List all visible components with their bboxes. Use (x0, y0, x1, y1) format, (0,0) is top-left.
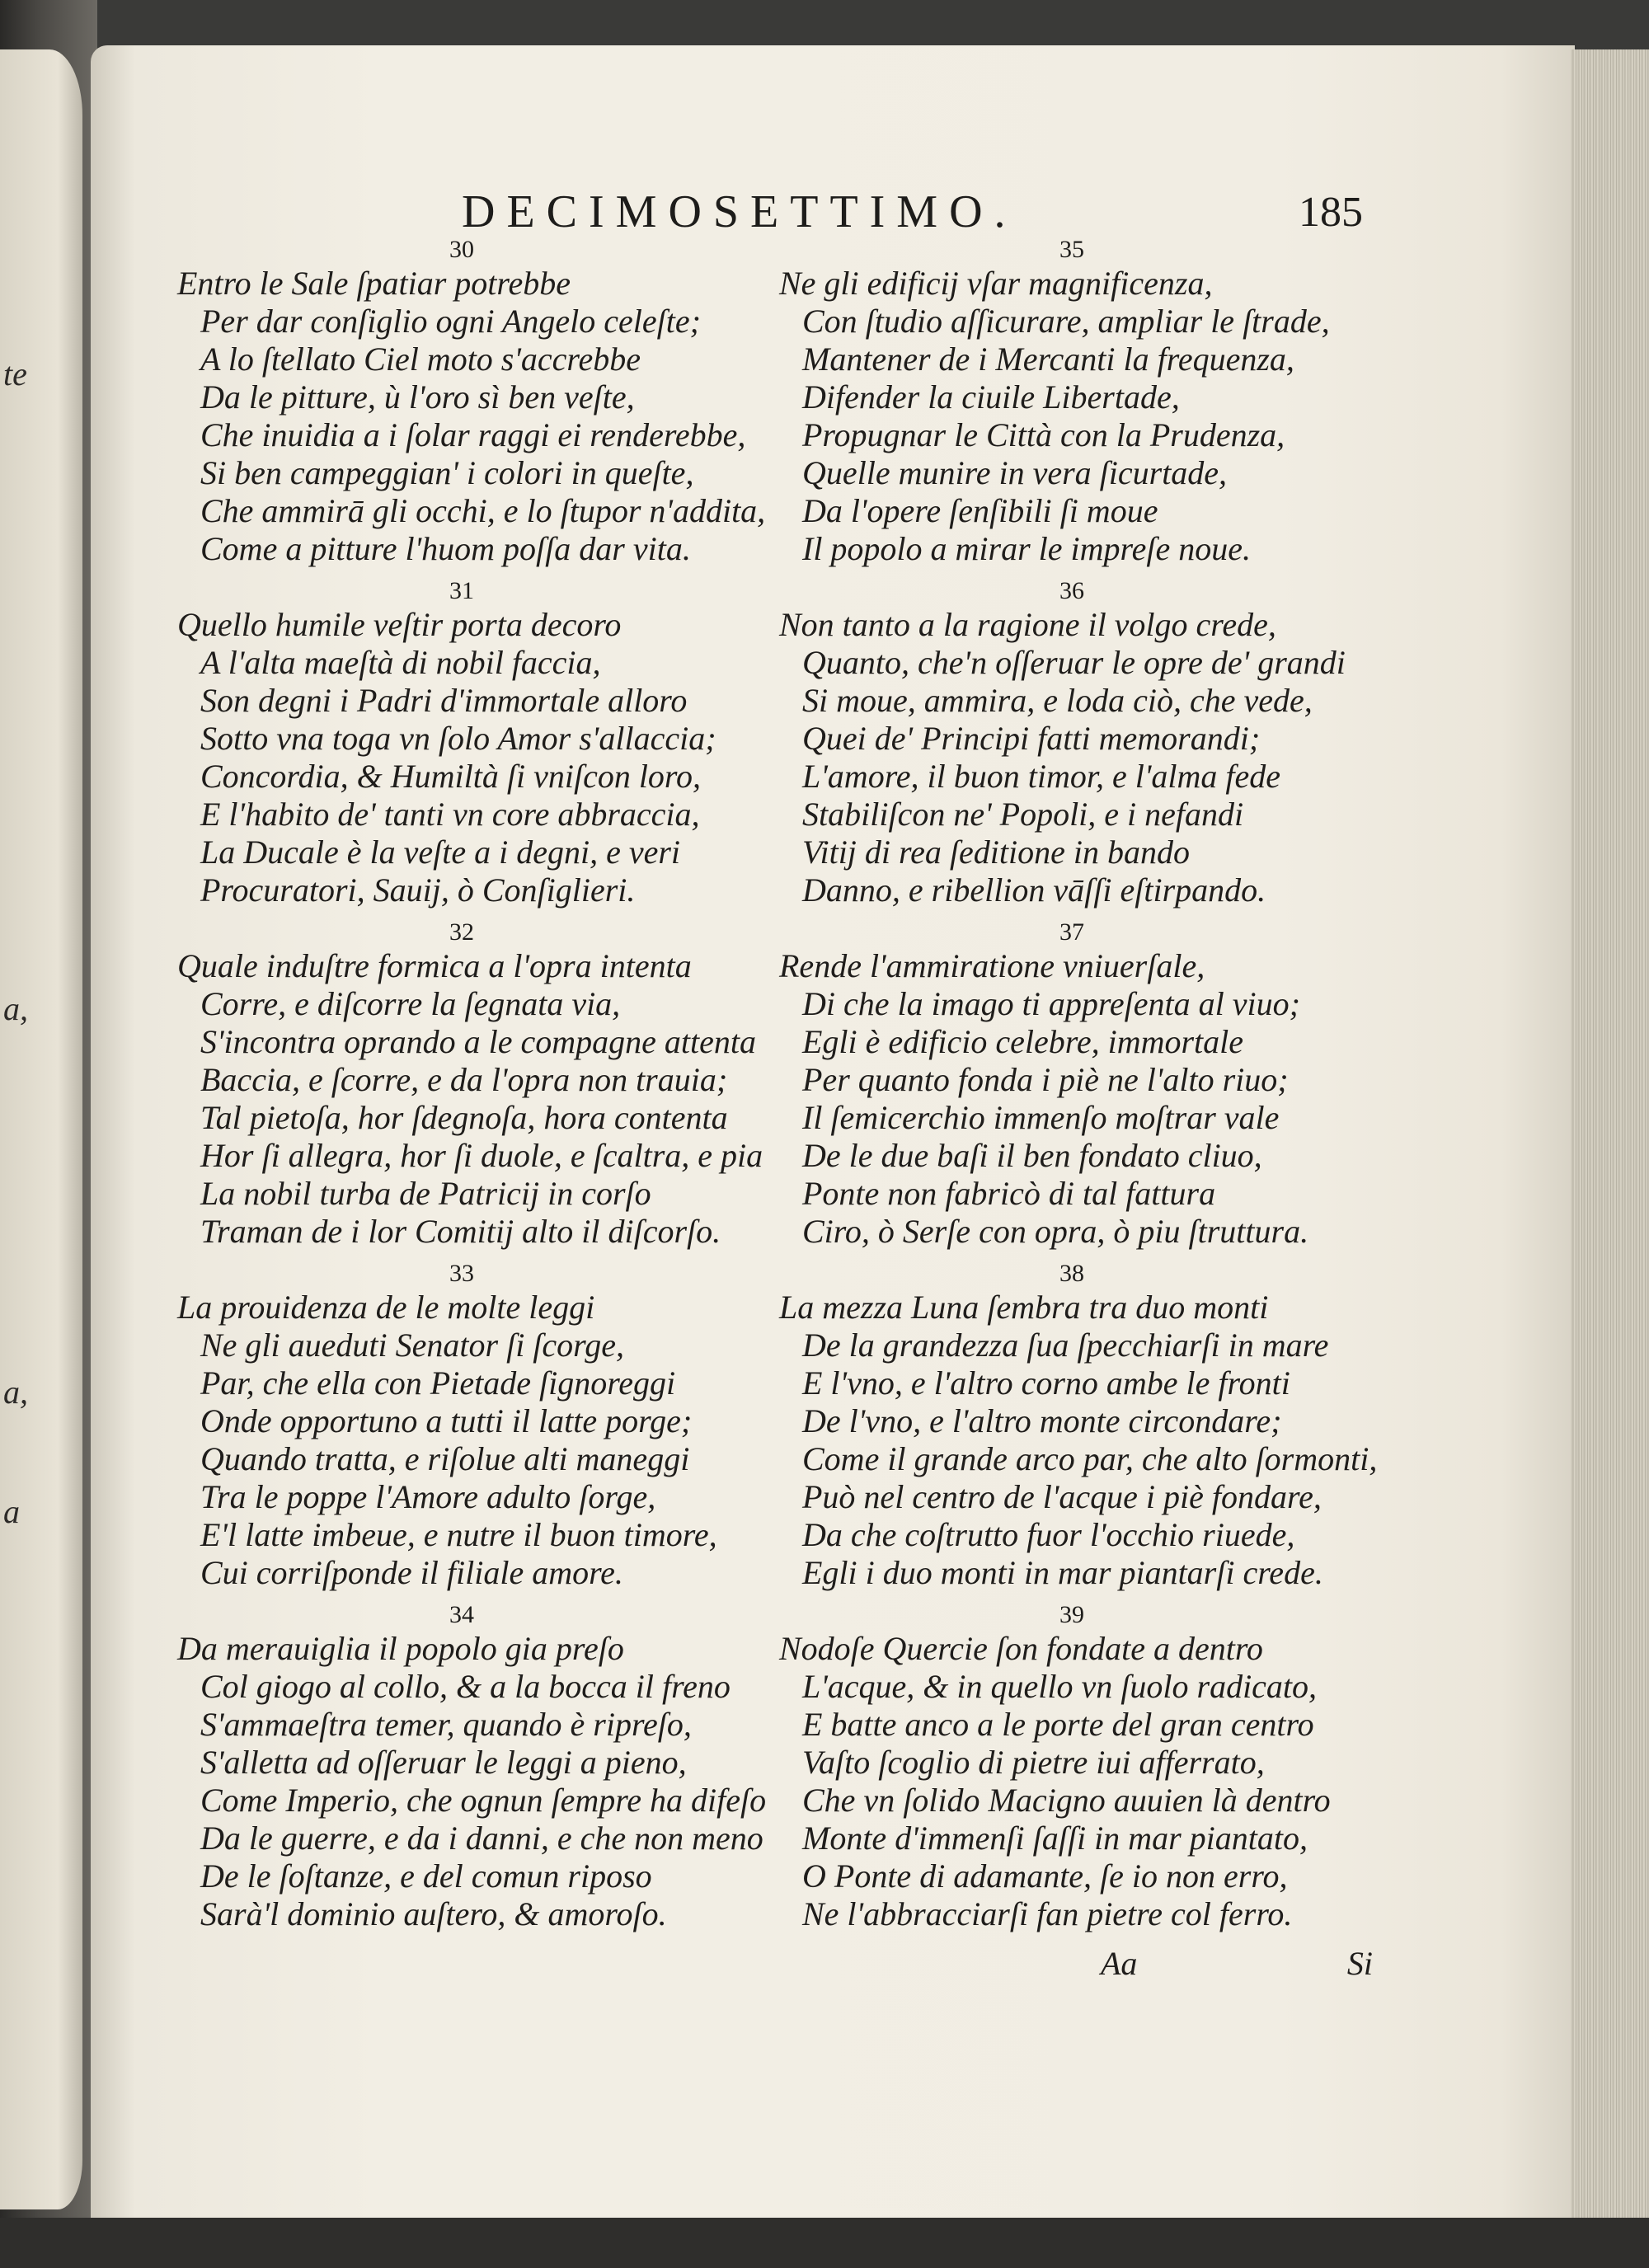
verse-line: O Ponte di adamante, ſe io non erro, (802, 1857, 1288, 1895)
verse-line: S'incontra oprando a le compagne attenta (200, 1023, 757, 1060)
stanza-number: 32 (449, 918, 474, 946)
verse-line: Per quanto fonda i piè ne l'alto riuo; (802, 1061, 1289, 1098)
verse-line: E l'vno, e l'altro corno ambe le fronti (802, 1364, 1290, 1402)
verse-line: Ne gli aueduti Senator ſi ſcorge, (200, 1327, 625, 1364)
verse-line: Egli i duo monti in mar piantarſi crede. (802, 1554, 1323, 1591)
verse-line: E batte anco a le porte del gran centro (802, 1706, 1314, 1743)
stanza (177, 918, 829, 1251)
verse-line: S'alletta ad oſſeruar le leggi a pieno, (200, 1744, 687, 1781)
verse-line: Ciro, ò Serſe con opra, ò piu ſtruttura. (802, 1213, 1309, 1250)
verse-line: Monte d'immenſi ſaſſi in mar piantato, (802, 1820, 1308, 1857)
previous-page-fragment: a, (3, 1373, 28, 1411)
verse-line: De la grandezza ſua ſpecchiarſi in mare (802, 1327, 1329, 1364)
verse-line: Traman de i lor Comitij alto il diſcorſo. (200, 1213, 721, 1250)
verse-line: Con ſtudio aſſicurare, ampliar le ſtrade, (802, 303, 1330, 340)
verse-line: Sotto vna toga vn ſolo Amor s'allaccia; (200, 720, 716, 757)
verse-line: Propugnar le Città con la Prudenza, (802, 416, 1285, 453)
verse-line: Nodoſe Quercie ſon fondate a dentro (779, 1630, 1263, 1667)
stanza (779, 918, 1431, 1251)
stanza-number: 38 (1059, 1260, 1084, 1287)
verse-line: A l'alta maeſtà di nobil faccia, (200, 644, 601, 681)
verse-line: Procuratori, Sauij, ò Conſiglieri. (200, 871, 636, 909)
verse-line: Ponte non fabricò di tal fattura (802, 1175, 1216, 1212)
verse-line: Col giogo al collo, & a la bocca il freno (200, 1668, 731, 1705)
verse-line: Vaſto ſcoglio di pietre iui afferrato, (802, 1744, 1265, 1781)
previous-page-fragment: a, (3, 990, 28, 1027)
verse-line: Si ben campeggian' i colori in queſte, (200, 454, 694, 491)
stanza (177, 1259, 829, 1592)
verse-line: Che inuidia a i ſolar raggi ei renderebbe, (200, 416, 746, 453)
verse-line: Quello humile veſtir porta decoro (177, 606, 622, 643)
verse-line: Quando tratta, e riſolue alti maneggi (200, 1440, 690, 1477)
stanza (177, 235, 829, 568)
catchword-line (1101, 1944, 1373, 1983)
verse-line: Da l'opere ſenſibili ſi moue (802, 492, 1158, 529)
verse-line: Baccia, e ſcorre, e da l'opra non trauia; (200, 1061, 728, 1098)
verse-line: Mantener de i Mercanti la frequenza, (802, 340, 1294, 378)
verse-line: Ne l'abbracciarſi fan pietre col ferro. (802, 1895, 1293, 1932)
verse-line: Da le pitture, ù l'oro sì ben veſte, (200, 378, 635, 416)
verse-line: De le ſoſtanze, e del comun riposo (200, 1857, 652, 1895)
verse-line: Corre, e diſcorre la ſegnata via, (200, 985, 621, 1022)
stanza-number: 39 (1059, 1601, 1084, 1628)
verse-line: Onde opportuno a tutti il latte porge; (200, 1402, 693, 1439)
verse-line: Quale induſtre formica a l'opra intenta (177, 947, 692, 984)
stanza (779, 576, 1431, 909)
verse-line: Quanto, che'n oſſeruar le opre de' grandi (802, 644, 1346, 681)
verse-line: Da merauiglia il popolo gia preſo (177, 1630, 624, 1667)
stanza-number: 34 (449, 1601, 474, 1628)
verse-line: Tra le poppe l'Amore adulto ſorge, (200, 1478, 656, 1515)
verse-line: Sarà'l dominio auſtero, & amoroſo. (200, 1895, 667, 1932)
verse-line: La nobil turba de Patricij in corſo (200, 1175, 651, 1212)
verse-line: Da che coſtrutto fuor l'occhio riuede, (802, 1516, 1295, 1553)
stanza (779, 1600, 1431, 1933)
verse-line: Hor ſi allegra, hor ſi duole, e ſcaltra, e pia (200, 1137, 763, 1174)
stanza (177, 576, 829, 909)
verse-line: Rende l'ammiratione vniuerſale, (779, 947, 1205, 984)
verse-line: Egli è edificio celebre, immortale (802, 1023, 1244, 1060)
page-block-edges (1571, 49, 1649, 2218)
stanza (779, 1259, 1431, 1592)
verse-line: A lo ſtellato Ciel moto s'accrebbe (200, 340, 641, 378)
verse-line: La prouidenza de le molte leggi (177, 1289, 595, 1326)
verse-line: Quelle munire in vera ſicurtade, (802, 454, 1228, 491)
verse-line: Come a pitture l'huom poſſa dar vita. (200, 530, 691, 567)
previous-page-edge (0, 49, 82, 2209)
verse-line: Come il grande arco par, che alto ſormonti, (802, 1440, 1378, 1477)
verse-line: Ne gli edificij vſar magnificenza, (779, 265, 1213, 302)
verse-line: Concordia, & Humiltà ſi vniſcon loro, (200, 758, 702, 795)
verse-line: Non tanto a la ragione il volgo crede, (779, 606, 1276, 643)
verse-line: Di che la imago ti appreſenta al viuo; (802, 985, 1300, 1022)
verse-line: S'ammaeſtra temer, quando è ripreſo, (200, 1706, 692, 1743)
verse-line: Tal pietoſa, hor ſdegnoſa, hora contenta (200, 1099, 728, 1136)
stanza (779, 235, 1431, 568)
verse-line: Cui corriſponde il filiale amore. (200, 1554, 623, 1591)
verse-line: Che vn ſolido Macigno auuien là dentro (802, 1782, 1331, 1819)
verse-line: Quei de' Principi fatti memorandi; (802, 720, 1261, 757)
page-number: 185 (1299, 189, 1363, 236)
verse-line: Danno, e ribellion vāſſi eſtirpando. (802, 871, 1266, 909)
previous-page-fragment: te (3, 355, 27, 392)
catchword: Si (1346, 1945, 1373, 1982)
stanza-number: 36 (1059, 577, 1084, 604)
verse-line: Il popolo a mirar le impreſe noue. (802, 530, 1252, 567)
left-column (177, 235, 829, 1942)
verse-line: De l'vno, e l'altro monte circondare; (802, 1402, 1282, 1439)
bottom-backdrop (0, 2218, 1649, 2268)
stanza-number: 33 (449, 1260, 474, 1287)
stanza (177, 1600, 829, 1933)
running-head: DECIMOSETTIMO. (462, 186, 1017, 237)
signature-mark: Aa (1101, 1945, 1138, 1982)
stanza-number: 35 (1059, 236, 1084, 263)
verse-line: L'acque, & in quello vn ſuolo radicato, (802, 1668, 1318, 1705)
verse-line: L'amore, il buon timor, e l'alma fede (802, 758, 1281, 795)
verse-line: Che ammirā gli occhi, e lo ſtupor n'addita, (200, 492, 766, 529)
verse-line: Stabiliſcon ne' Popoli, e i nefandi (802, 796, 1244, 833)
right-column (779, 235, 1431, 1942)
verse-line: Vitij di rea ſeditione in bando (802, 833, 1190, 871)
verse-line: Si moue, ammira, e loda ciò, che vede, (802, 682, 1313, 719)
verse-line: Il ſemicerchio immenſo moſtrar vale (802, 1099, 1280, 1136)
verse-line: Par, che ella con Pietade ſignoreggi (200, 1364, 676, 1402)
verse-line: Da le guerre, e da i danni, e che non meno (200, 1820, 763, 1857)
verse-line: Può nel centro de l'acque i piè fondare, (802, 1478, 1322, 1515)
verse-line: De le due baſi il ben fondato cliuo, (802, 1137, 1262, 1174)
verse-line: E l'habito de' tanti vn core abbraccia, (200, 796, 700, 833)
verse-line: Entro le Sale ſpatiar potrebbe (177, 265, 571, 302)
verse-line: E'l latte imbeue, e nutre il buon timore, (200, 1516, 717, 1553)
previous-page-fragment: a (3, 1493, 20, 1530)
verse-line: Per dar conſiglio ogni Angelo celeſte; (200, 303, 701, 340)
verse-line: Son degni i Padri d'immortale alloro (200, 682, 688, 719)
verse-line: Come Imperio, che ognun ſempre ha difeſo (200, 1782, 767, 1819)
verse-line: La Ducale è la veſte a i degni, e veri (200, 833, 681, 871)
stanza-number: 37 (1059, 918, 1084, 946)
verse-line: La mezza Luna ſembra tra duo monti (779, 1289, 1269, 1326)
stanza-number: 31 (449, 577, 474, 604)
verse-line: Difender la ciuile Libertade, (802, 378, 1180, 416)
stanza-number: 30 (449, 236, 474, 263)
